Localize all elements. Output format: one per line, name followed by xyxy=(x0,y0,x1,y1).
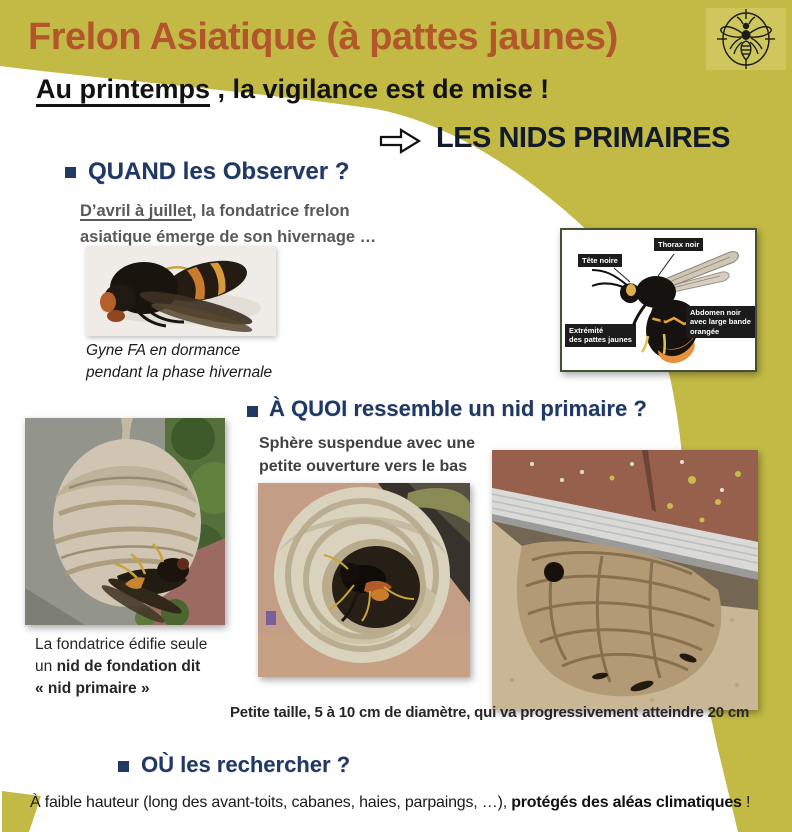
left-nest-illustration xyxy=(25,418,225,625)
anatomy-label-pattes-line2: des pattes jaunes xyxy=(569,335,632,345)
page-title xyxy=(28,16,618,59)
quand-paragraph xyxy=(80,198,376,251)
ou-bullet-icon xyxy=(118,761,129,772)
page-title-main: Frelon Asiatique xyxy=(28,16,327,58)
ou-body-suffix: ! xyxy=(741,794,751,811)
anatomy-label-abdomen-line2: avec large bande xyxy=(690,317,751,327)
hornet-crosshair-icon xyxy=(706,8,786,70)
ou-heading: OÙ les rechercher ? xyxy=(141,752,351,777)
gyne-caption-line2: pendant la phase hivernale xyxy=(86,364,273,382)
quand-lead-underlined: D’avril à juillet xyxy=(80,202,192,220)
page-title-paren: (à pattes jaunes) xyxy=(326,16,618,58)
vigilance-subtitle xyxy=(36,74,549,105)
quand-bullet-icon xyxy=(65,167,76,178)
anatomy-label-abdomen-line1: Abdomen noir xyxy=(690,308,741,317)
dormant-hornet-illustration xyxy=(86,246,276,336)
gyne-caption-line1: Gyne FA en dormance xyxy=(86,342,241,359)
middle-nest-illustration xyxy=(258,483,470,677)
ou-body-bold: protégés des aléas climatiques xyxy=(511,794,742,811)
left-nest-caption xyxy=(35,634,207,700)
anatomy-label-thorax-text: Thorax noir xyxy=(658,240,700,249)
quoi-subtext-line2: petite ouverture vers le bas xyxy=(259,458,468,476)
anatomy-diagram xyxy=(560,228,757,372)
photo-nest-opening xyxy=(258,483,470,677)
quand-lead-rest: , la fondatrice frelon xyxy=(191,202,350,220)
quand-lead-line2: asiatique émerge de son hivernage … xyxy=(80,228,377,247)
quand-heading: QUAND les Observer ? xyxy=(88,158,350,185)
photo-primary-nest-with-hornet xyxy=(25,418,225,625)
right-arrow-icon xyxy=(378,126,422,156)
hornet-crosshair-glyph xyxy=(706,8,786,70)
quoi-bullet-icon xyxy=(247,406,258,417)
right-nest-illustration xyxy=(492,450,758,710)
anatomy-label-abdomen xyxy=(686,306,755,338)
vigilance-underlined: Au printemps xyxy=(36,74,211,104)
ou-body-regular: À faible hauteur (long des avant-toits, cabanes, haies, parpaings, …), xyxy=(30,794,512,811)
anatomy-label-tete-text: Tête noire xyxy=(582,256,618,265)
vigilance-rest: , la vigilance est de mise ! xyxy=(210,74,550,104)
quoi-subtext xyxy=(259,432,475,478)
nids-primaires-heading: LES NIDS PRIMAIRES xyxy=(436,122,730,154)
anatomy-label-abdomen-line3: orangée xyxy=(690,326,720,336)
anatomy-label-tete xyxy=(578,254,622,267)
left-nest-caption-line2-prefix: un xyxy=(35,658,57,675)
quoi-heading: À QUOI ressemble un nid primaire ? xyxy=(269,396,647,421)
left-nest-caption-line1: La fondatrice édifie seule xyxy=(35,636,208,653)
quoi-subtext-line1: Sphère suspendue avec une xyxy=(259,435,476,452)
anatomy-label-pattes xyxy=(565,324,636,347)
anatomy-label-pattes-line1: Extrémité xyxy=(569,326,604,335)
anatomy-label-thorax xyxy=(654,238,703,251)
left-nest-caption-line2-bold: nid de fondation dit xyxy=(56,658,201,675)
photo-dormant-hornet xyxy=(86,246,276,336)
left-nest-caption-line3-bold: « nid primaire » xyxy=(35,680,150,697)
ou-body xyxy=(30,794,750,812)
nest-size-note: Petite taille, 5 à 10 cm de diamètre, qui va progressivement atteindre 20 cm xyxy=(230,704,750,721)
photo-nest-under-roof xyxy=(492,450,758,710)
gyne-caption xyxy=(86,340,272,385)
